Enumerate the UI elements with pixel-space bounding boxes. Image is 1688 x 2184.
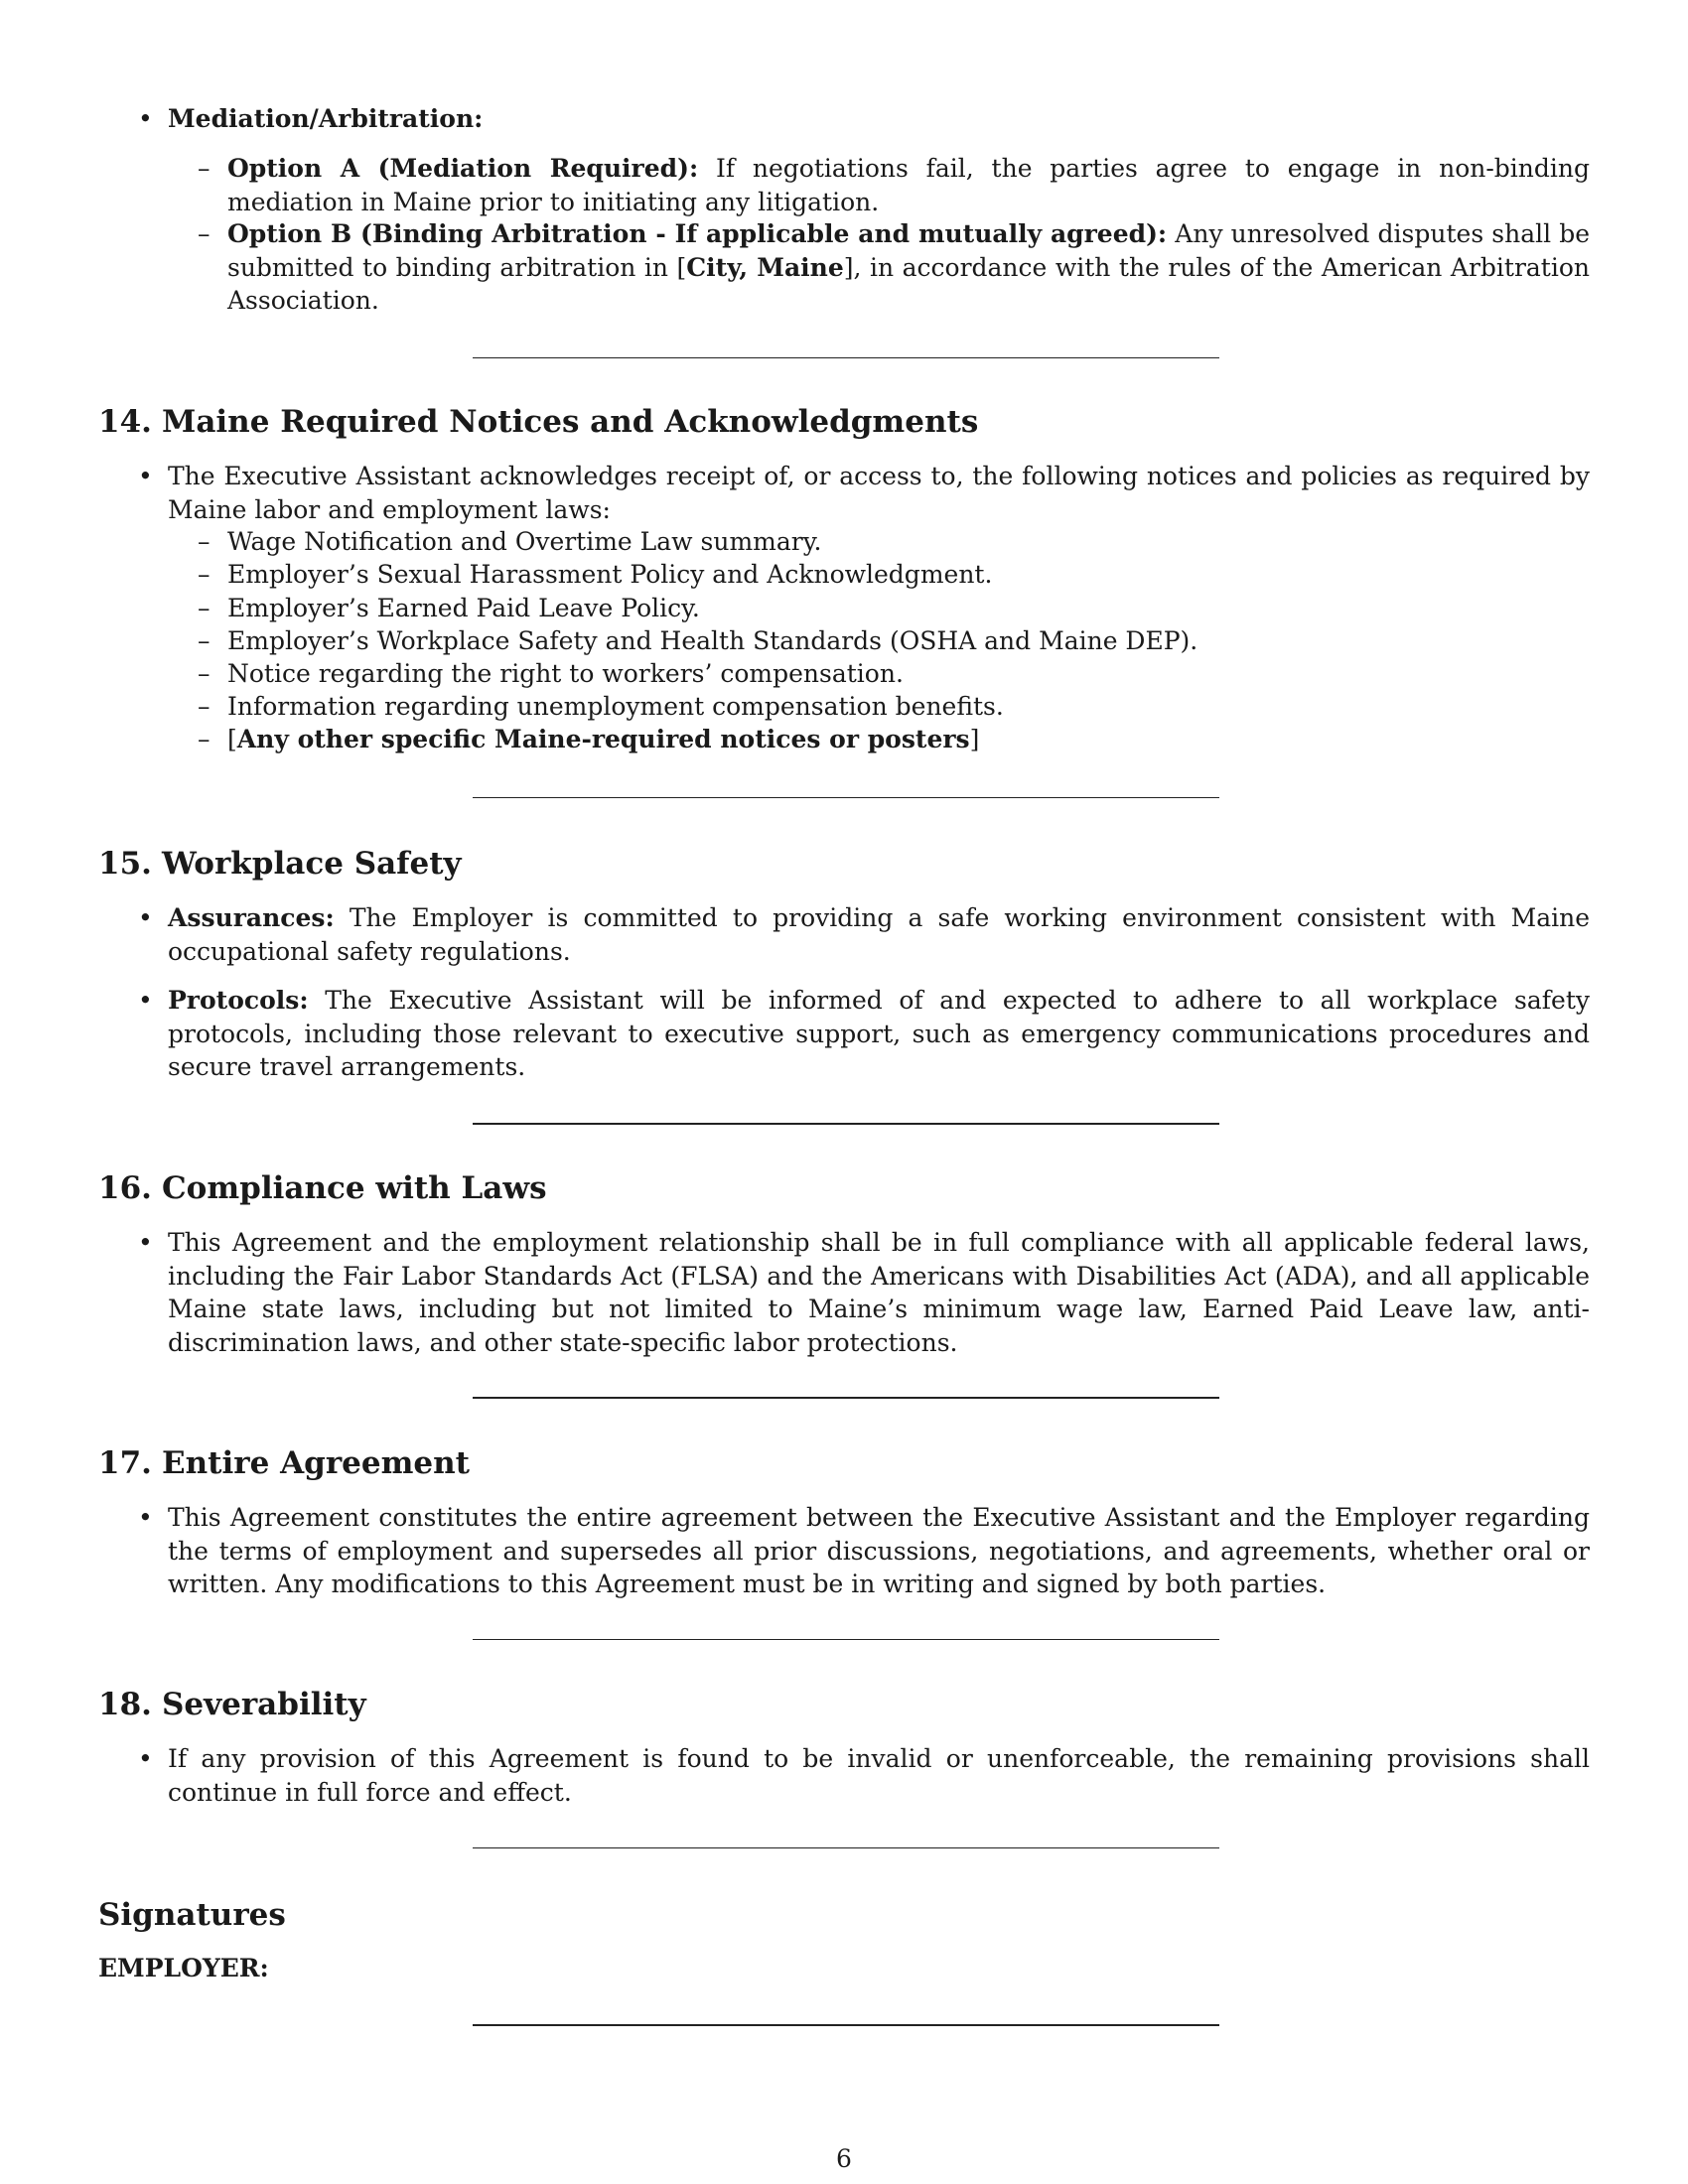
entire-agreement-bullet: • This Agreement constitutes the entire agreement between the Executive Assistant and the Employer regarding the terms of employment and supersedes all prior discussions, negotiations, and agreements, whether oral or written. Any modifications to this Agreement must be in writing and signed by both parties.	[98, 1501, 1590, 1601]
notice-item: – Employer’s Workplace Safety and Health Standards (OSHA and Maine DEP).	[198, 626, 1198, 655]
option-b-text-after: ], in accordance with the rules of the American Arbitration Association.	[227, 252, 1590, 315]
section-15-heading: 15. Workplace Safety	[98, 846, 462, 882]
assurances-bullet: • Assurances: The Employer is committed to providing a safe working environment consistent with Maine occupational safety regulations.	[138, 903, 1590, 966]
option-b-label: Option B (Binding Arbitration - If applicable and mutually agreed):	[227, 219, 1168, 248]
option-a-item: – Option A (Mediation Required): If negotiations fail, the parties agree to engage in non-binding mediation in Maine prior to initiating any litigation.	[198, 154, 1590, 216]
section-14-intro: The Executive Assistant acknowledges receipt of, or access to, the following notices and policies as required by Maine labor and employment laws:	[168, 462, 1590, 524]
section-17-heading: 17. Entire Agreement	[98, 1445, 470, 1481]
severability-bullet: • If any provision of this Agreement is found to be invalid or unenforceable, the remaining provisions shall continue in full force and effect.	[98, 1742, 1590, 1809]
notice-item: – Employer’s Earned Paid Leave Policy.	[198, 594, 700, 622]
employer-signature-line	[473, 2024, 1219, 2026]
entire-agreement-text: This Agreement constitutes the entire agreement between the Executive Assistant and the Employer regarding the terms of employment and supersedes all prior discussions, negotiations, and agreements, whether oral or written. Any modifications to this Agreement must be in writing and signed by both parties.	[168, 1503, 1590, 1598]
option-a-text: If negotiations fail, the parties agree to engage in non-binding mediation in Maine prior to initiating any litigation.	[227, 154, 1590, 216]
compliance-text: This Agreement and the employment relationship shall be in full compliance with all applicable federal laws, including the Fair Labor Standards Act (FLSA) and the Americans with Disabilities Act (ADA), and all applicable Maine state laws, including but not limited to Maine’s minimum wage law, Earned Paid Leave law, anti-discrimination laws, and other state-specific labor protections.	[168, 1228, 1590, 1357]
compliance-bullet: • This Agreement and the employment relationship shall be in full compliance with all applicable federal laws, including the Fair Labor Standards Act (FLSA) and the Americans with Disabilities Act (ADA), and all applicable Maine state laws, including but not limited to Maine’s minimum wage law, Earned Paid Leave law, anti-discrimination laws, and other state-specific labor protections.	[98, 1226, 1590, 1359]
bullet-mediation: • Mediation/Arbitration:	[138, 104, 484, 133]
employer-label: EMPLOYER:	[98, 1954, 269, 1982]
notice-item: – Wage Notification and Overtime Law summary.	[198, 527, 822, 556]
section-divider	[473, 1847, 1219, 1848]
section-divider	[473, 1123, 1219, 1125]
signatures-heading: Signatures	[98, 1897, 286, 1933]
option-a-label: Option A (Mediation Required):	[227, 154, 699, 183]
section-divider	[473, 1397, 1219, 1399]
severability-text: If any provision of this Agreement is found to be invalid or unenforceable, the remaining provisions shall continue in full force and effect.	[168, 1744, 1590, 1807]
section-16-heading: 16. Compliance with Laws	[98, 1170, 547, 1206]
notice-item-other: – [Any other specific Maine-required notices or posters]	[198, 725, 980, 753]
section-14-intro-bullet: • The Executive Assistant acknowledges receipt of, or access to, the following notices and policies as required by Maine labor and employment laws:	[98, 460, 1590, 526]
section-divider	[473, 1639, 1219, 1640]
notice-item: – Information regarding unemployment compensation benefits.	[198, 692, 1004, 721]
mediation-heading: Mediation/Arbitration:	[168, 104, 484, 133]
option-b-placeholder: City, Maine	[686, 252, 844, 282]
notice-item: – Notice regarding the right to workers’ compensation.	[198, 659, 904, 688]
protocols-bullet: • Protocols: The Executive Assistant will be informed of and expected to adhere to all workplace safety protocols, including those relevant to executive support, such as emergency communications procedures and secure travel arrangements.	[138, 986, 1590, 1081]
page-number: 6	[836, 2144, 852, 2173]
assurances-label: Assurances:	[168, 903, 335, 932]
section-18-heading: 18. Severability	[98, 1687, 366, 1722]
notice-item: – Employer’s Sexual Harassment Policy and Acknowledgment.	[198, 560, 993, 589]
protocols-label: Protocols:	[168, 986, 309, 1015]
section-divider	[473, 357, 1219, 358]
section-14-heading: 14. Maine Required Notices and Acknowledgments	[98, 404, 979, 440]
option-b-text-before: Any unresolved disputes shall be submitted to binding arbitration in [	[227, 219, 1590, 282]
section-divider	[473, 797, 1219, 798]
option-b-item: – Option B (Binding Arbitration - If applicable and mutually agreed): Any unresolved disputes shall be submitted to binding arbitration in [City, Maine], in accordance with the rules of the American Arbitration Association.	[198, 219, 1590, 315]
document-page	[98, 0, 1590, 2184]
